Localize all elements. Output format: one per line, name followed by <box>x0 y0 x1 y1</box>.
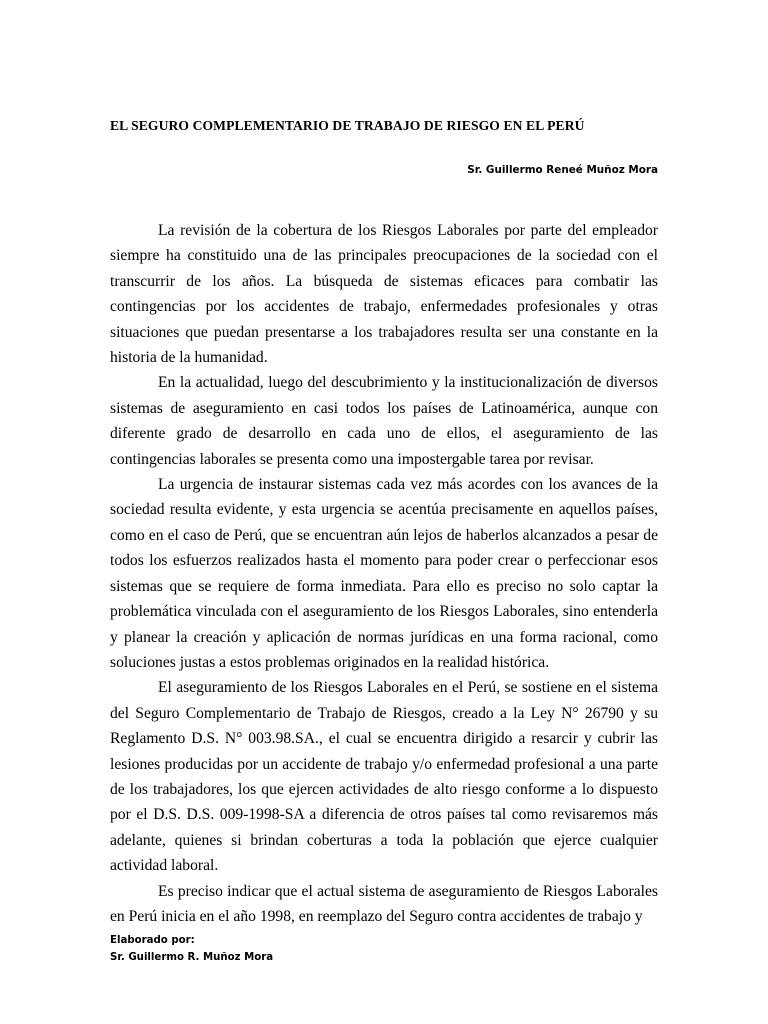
document-author: Sr. Guillermo Reneé Muñoz Mora <box>467 164 658 176</box>
paragraph: La revisión de la cobertura de los Riesgos Laborales por parte del empleador siempre ha constituido una de las principales preocupaciones de la sociedad con el transcurrir de los años. La búsqueda de sistemas eficaces para combatir las contingencias por los accidentes de trabajo, enfermedades profesionales y otras situaciones que puedan presentarse a los trabajadores resulta ser una constante en la historia de la humanidad. <box>110 222 658 367</box>
paragraph: En la actualidad, luego del descubrimiento y la institucionalización de diversos sistemas de aseguramiento en casi todos los países de Latinoamérica, aunque con diferente grado de desarrollo en cada uno de ellos, el aseguramiento de las contingencias laborales se presenta como una impostergable tarea por revisar. <box>110 374 658 468</box>
paragraph: La urgencia de instaurar sistemas cada vez más acordes con los avances de la sociedad resulta evidente, y esta urgencia se acentúa precisamente en aquellos países, como en el caso de Perú, que se encuentran aún lejos de haberlos alcanzados a pesar de todos los esfuerzos realizados hasta el momento para poder crear o perfeccionar esos sistemas que se requiere de forma inmediata. Para ello es preciso no solo captar la problemática vinculada con el aseguramiento de los Riesgos Laborales, sino entenderla y planear la creación y aplicación de normas jurídicas en una forma racional, como soluciones justas a estos problemas originados en la realidad histórica. <box>110 476 658 671</box>
paragraph: Es preciso indicar que el actual sistema de aseguramiento de Riesgos Laborales en Perú inicia en el año 1998, en reemplazo del Seguro contra accidentes de trabajo y <box>110 882 658 925</box>
paragraph: El aseguramiento de los Riesgos Laborales en el Perú, se sostiene en el sistema del Seguro Complementario de Trabajo de Riesgos, creado a la Ley N° 26790 y su Reglamento D.S. N° 003.98.SA., el cual se encuentra dirigido a resarcir y cubrir las lesiones producidas por un accidente de trabajo y/o enfermedad profesional a una parte de los trabajadores, los que ejercen actividades de alto riesgo conforme a lo dispuesto por el D.S. D.S. 009-1998-SA a diferencia de otros países tal como revisaremos más adelante, quienes si brindan coberturas a toda la población que ejerce cualquier actividad laboral. <box>110 679 658 875</box>
page-footer <box>110 932 273 966</box>
document-title: EL SEGURO COMPLEMENTARIO DE TRABAJO DE RIESGO EN EL PERÚ <box>110 118 585 133</box>
document-body <box>110 218 658 929</box>
footer-label: Elaborado por: <box>110 935 195 946</box>
footer-author: Sr. Guillermo R. Muñoz Mora <box>110 952 274 963</box>
